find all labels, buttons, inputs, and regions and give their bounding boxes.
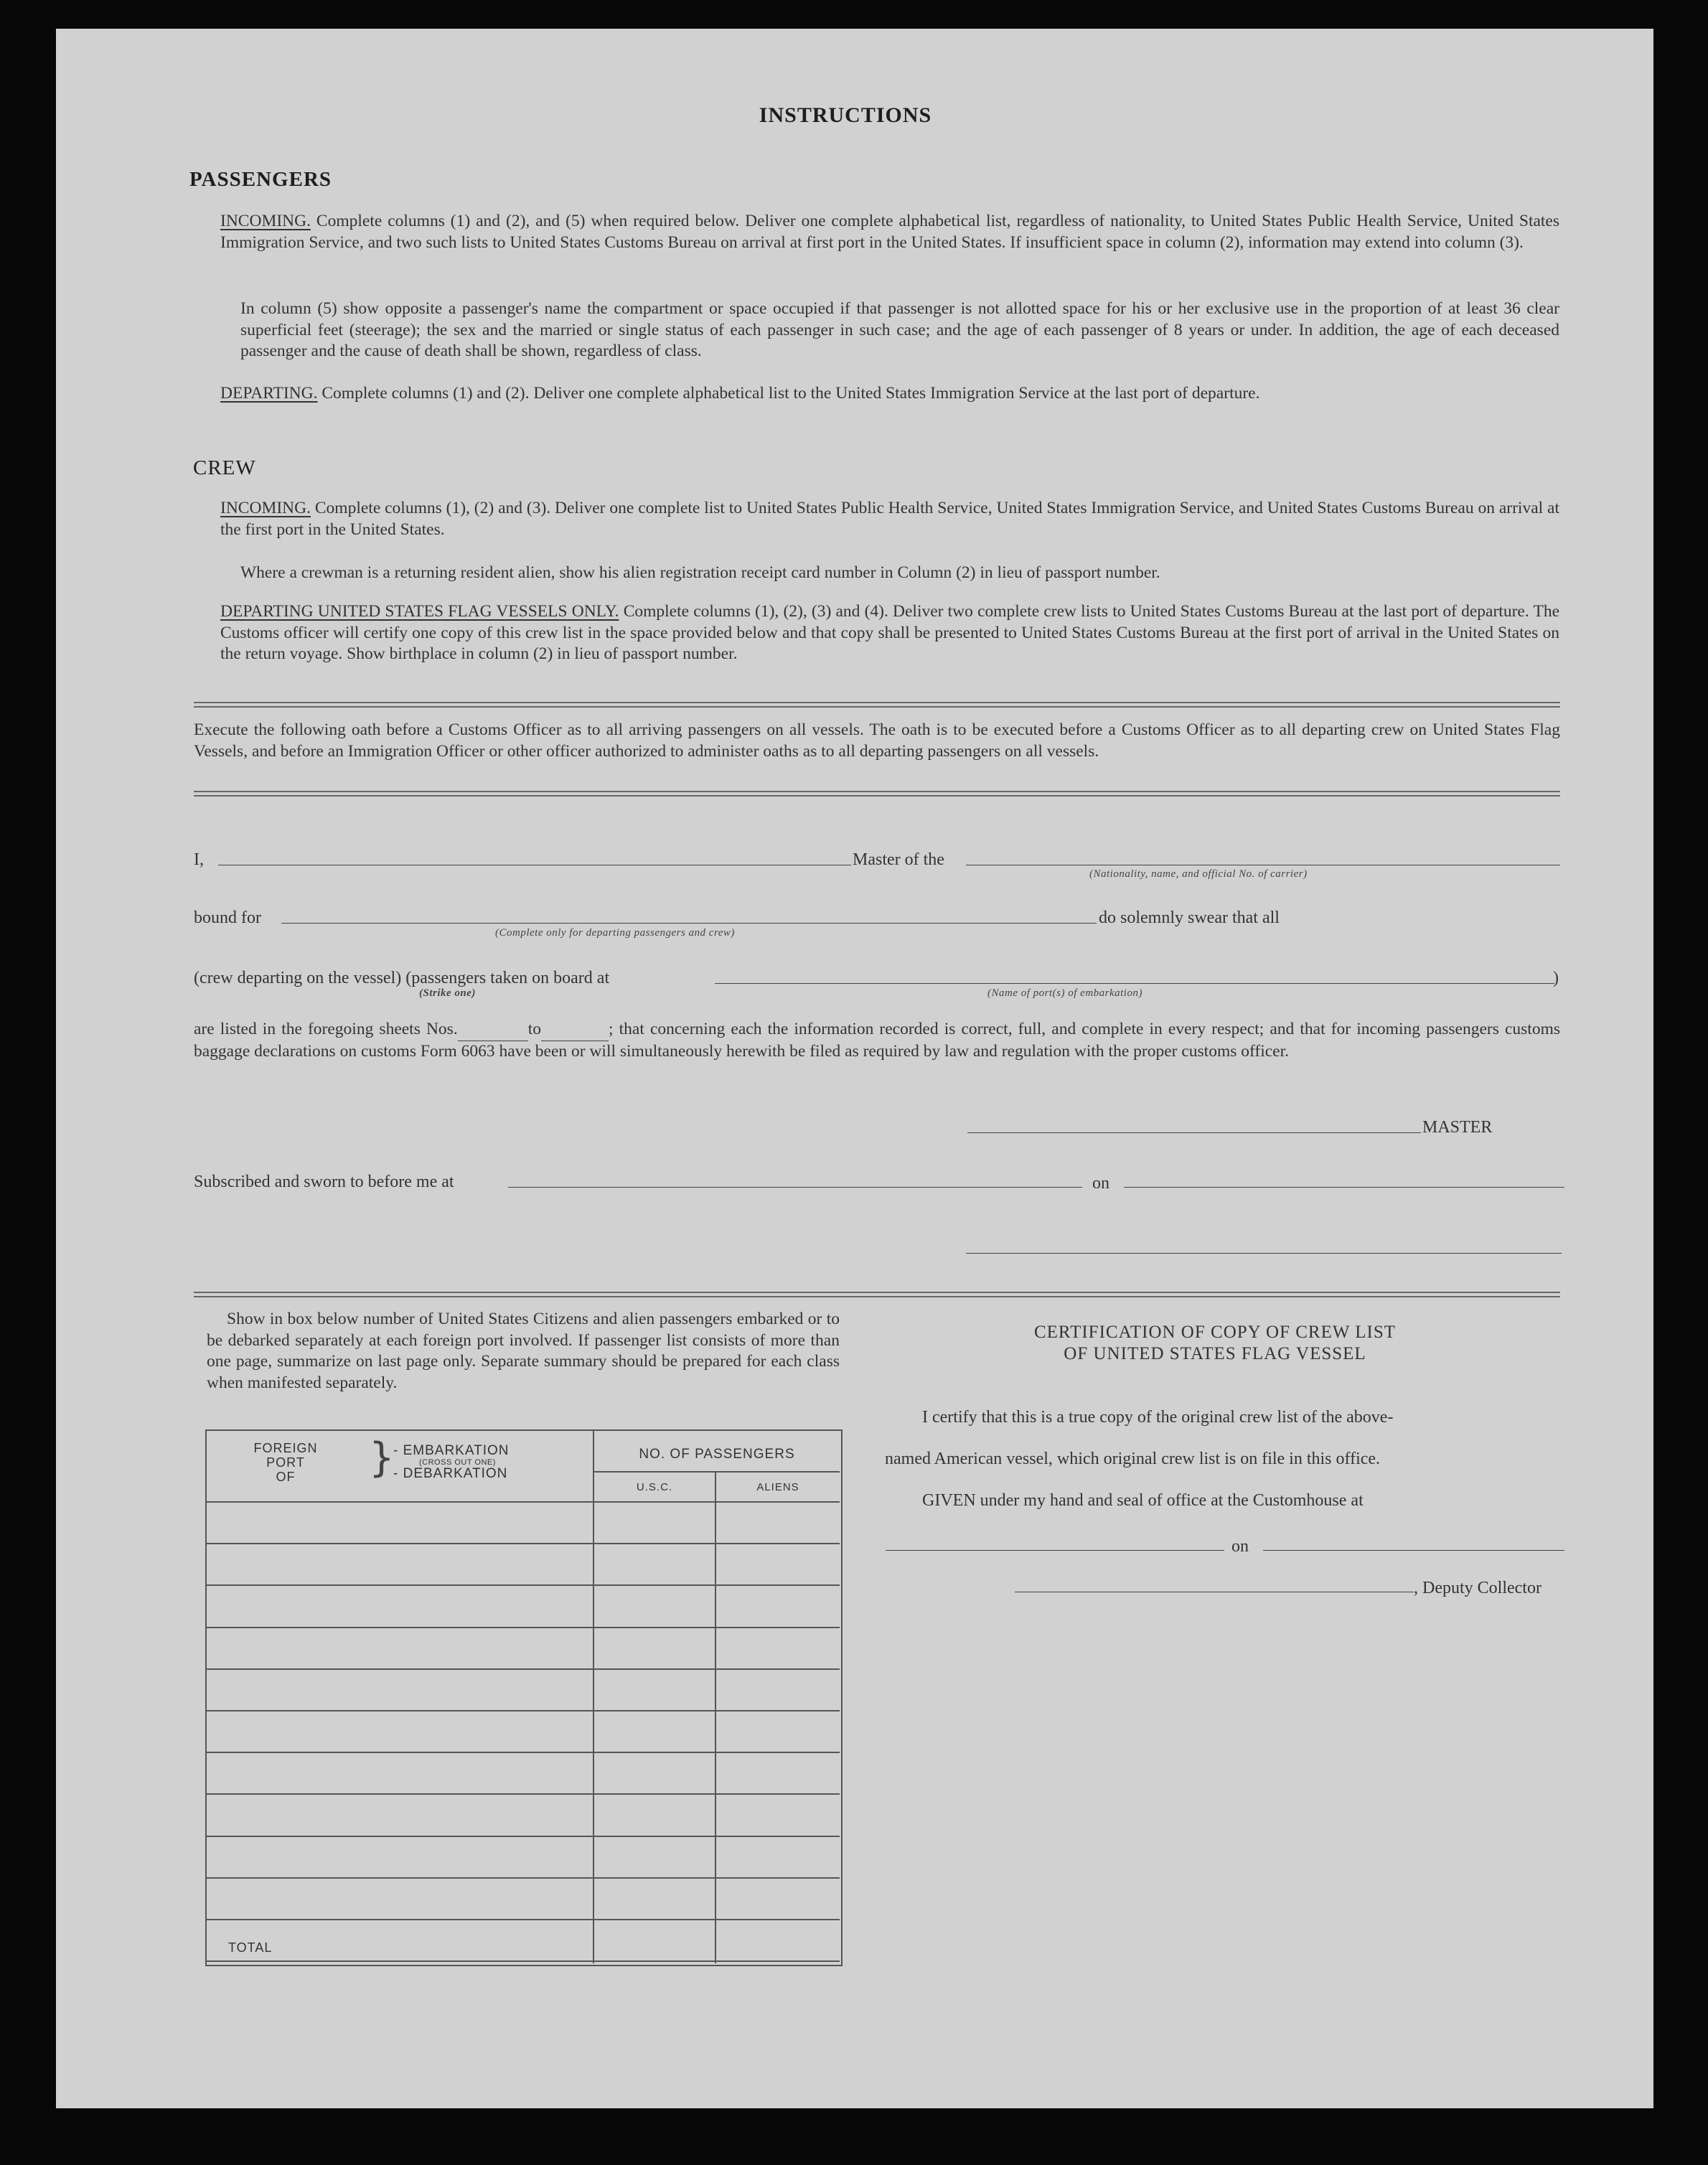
divider [194,791,1560,797]
table-row[interactable] [205,1836,840,1837]
passengers-departing-text: Complete columns (1) and (2). Deliver one complete alphabetical list to the United States Immigration Service at the last port of departure. [322,384,1260,403]
table-row[interactable] [205,1627,840,1628]
listed-text-a: are listed in the foregoing sheets Nos. [194,1020,458,1038]
divider [194,702,1560,708]
subscribed-date-field[interactable] [1124,1187,1564,1188]
brace-icon: } [369,1434,395,1481]
usc-header: U.S.C. [636,1481,673,1493]
port-caption: (Name of port(s) of embarkation) [987,987,1142,999]
embarkation-debarkation-header: - EMBARKATION (CROSS OUT ONE) - DEBARKATION [393,1443,510,1481]
oath-i-label: I, [194,850,204,869]
master-signature-field[interactable] [967,1132,1421,1133]
deputy-collector-label: , Deputy Collector [1414,1579,1542,1597]
bound-for-field[interactable] [281,923,1097,924]
no-of-passengers-header: NO. OF PASSENGERS [639,1447,795,1462]
subscribed-label: Subscribed and sworn to before me at [194,1173,454,1191]
subscribed-place-field[interactable] [508,1187,1082,1188]
table-row[interactable] [205,1877,840,1879]
passengers-incoming-paragraph [220,211,1559,253]
summary-instructions: Show in box below number of United States Citizens and alien passengers embarked or to be debarked separately at each foreign port involved. If passenger list consists of more than one page, summarize on last page only. Separate summary should be prepared for each class when manifested separately. [207,1310,840,1392]
table-row[interactable] [205,1710,840,1711]
crew-incoming-text: Complete columns (1), (2) and (3). Deliver one complete list to United States Public Health Service, United States Immigration Service, and United States Customs Bureau on arrival at the first port in the United States. [220,499,1559,539]
master-of-the-label: Master of the [853,850,944,869]
crew-incoming-paragraph [220,498,1559,540]
customhouse-field[interactable] [886,1550,1224,1551]
aliens-header: ALIENS [756,1481,799,1493]
bound-for-label: bound for [194,908,261,927]
total-label: TOTAL [228,1940,273,1955]
certification-line3: GIVEN under my hand and seal of office at the Customhouse at [922,1491,1364,1510]
oath-listed-paragraph [194,1019,1560,1062]
table-row[interactable] [205,1919,840,1920]
master-label: MASTER [1422,1118,1493,1137]
certification-line2: named American vessel, which original crew list is on file in this office. [885,1450,1381,1468]
listed-text-b: ; that concerning each the information recorded is correct, full, and complete in every respect; and that for incoming passengers customs baggage declarations on customs Form 6063 have been or will simultaneously herewith be filed as required by law and regulation with the proper customs officer. [194,1020,1560,1061]
strike-one-caption: (Strike one) [419,987,476,999]
certification-line1: I certify that this is a true copy of the original crew list of the above- [922,1408,1394,1427]
officer-signature-field[interactable] [966,1253,1562,1254]
foreign-port-of-header: FOREIGN PORT OF [253,1441,318,1484]
crew-incoming-label: INCOMING. [220,499,311,517]
passengers-departing-paragraph [220,383,1559,405]
passengers-incoming-label: INCOMING. [220,212,311,230]
crew-departing-paragraph [220,601,1559,665]
bound-for-caption: (Complete only for departing passengers and crew) [495,927,735,939]
crew-heading: CREW [193,456,256,479]
crew-departing-label: DEPARTING UNITED STATES FLAG VESSELS ONLY. [220,602,619,621]
table-row[interactable] [205,1793,840,1795]
embarkation-port-field[interactable] [715,983,1554,984]
oath-instructions: Execute the following oath before a Customs Officer as to all arriving passengers on all vessels. The oath is to be executed before a Customs Officer as to all departing crew on United States Flag Vessels, and before an Immigration Officer or other officer authorized to administer oaths as to all departing passengers on all vessels. [194,720,1560,761]
carrier-caption: (Nationality, name, and official No. of carrier) [1089,868,1308,880]
table-row[interactable] [205,1668,840,1670]
certification-on-label: on [1231,1537,1249,1556]
passengers-column5-paragraph: In column (5) show opposite a passenger's name the compartment or space occupied if that passenger is not allotted space for his or her exclusive use in the proportion of at least 36 clear superficial feet (steerage); the sex and the married or single status of each passenger in such case; and the age of each passenger of 8 years or under. In addition, the age of each deceased passenger and the cause of death shall be shown, regardless of class. [240,299,1559,360]
table-row[interactable] [205,1543,840,1544]
subscribed-on-label: on [1092,1174,1109,1193]
crew-resident-paragraph: Where a crewman is a returning resident alien, show his alien registration receipt card number in Column (2) in lieu of passport number. [240,563,1160,582]
passengers-heading: PASSENGERS [189,168,332,191]
table-row[interactable] [205,1584,840,1586]
table-row[interactable] [205,1960,840,1962]
divider [194,1292,1560,1297]
table-row[interactable] [205,1752,840,1753]
passengers-incoming-text: Complete columns (1) and (2), and (5) when required below. Deliver one complete alphabetical list, regardless of nationality, to United States Public Health Service, United States Immigration Service, and two such lists to United States Customs Bureau on arrival at first port in the United States. If insufficient space in column (2), information may extend into column (3). [220,212,1560,252]
listed-to: to [527,1020,541,1038]
certification-title [881,1322,1549,1365]
certification-title-line2: OF UNITED STATES FLAG VESSEL [1064,1344,1366,1363]
crew-departing-text: Complete columns (1), (2), (3) and (4). Deliver two complete crew lists to United States Customs Bureau at the last port of departure. The Customs officer will certify one copy of this crew list in the space provided below and that copy shall be presented to United States Customs Bureau at the first port of arrival in the United States on the return voyage. Show birthplace in column (2) in lieu of passport number. [220,602,1559,663]
passenger-summary-table [205,1429,843,1966]
crew-passengers-text: (crew departing on the vessel) (passengers taken on board at [194,969,610,987]
certification-title-line1: CERTIFICATION OF COPY OF CREW LIST [1033,1323,1397,1342]
close-paren: ) [1553,969,1559,987]
sheet-from-field[interactable] [458,1019,528,1041]
certification-date-field[interactable] [1263,1550,1564,1551]
sheet-to-field[interactable] [541,1019,609,1041]
page-title: INSTRUCTIONS [759,103,932,127]
passengers-departing-label: DEPARTING. [220,384,318,403]
swear-text: do solemnly swear that all [1099,908,1280,927]
document-page [56,29,1653,2108]
